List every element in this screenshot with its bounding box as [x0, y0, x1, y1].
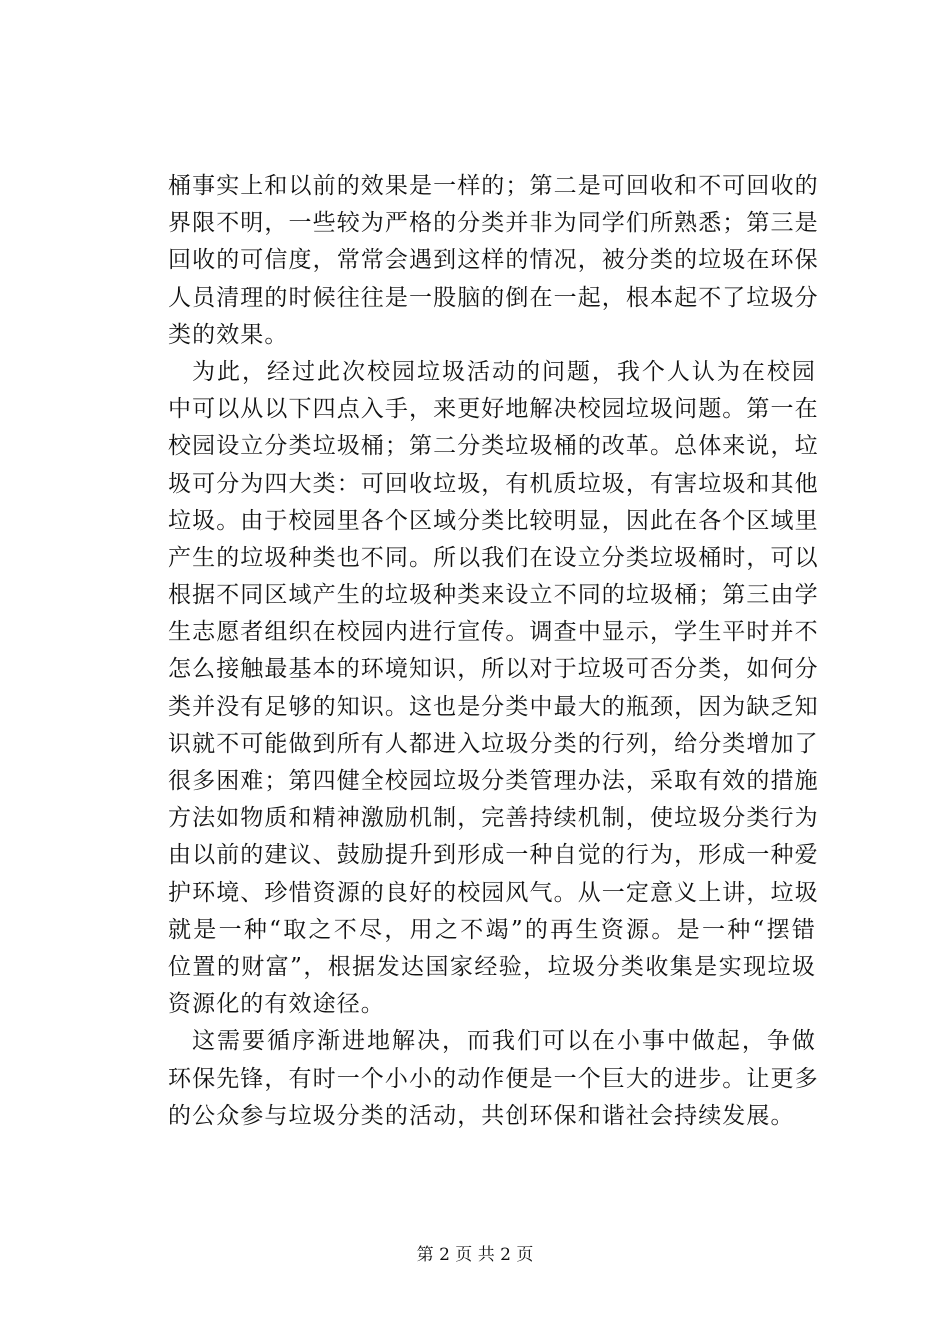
paragraph-first-line: 这需要循序渐进地解决，而我们可以在小事中做起，争做: [192, 1028, 816, 1055]
text-line: 类的效果。: [168, 321, 289, 348]
text-line: 就是一种“取之不尽，用之不竭”的再生资源。是一种“摆错: [168, 916, 816, 943]
text-line: 由以前的建议、鼓励提升到形成一种自觉的行为，形成一种爱: [168, 842, 819, 869]
text-line: 护环境、珍惜资源的良好的校园风气。从一定意义上讲，垃圾: [168, 879, 819, 906]
text-line: 圾可分为四大类：可回收垃圾，有机质垃圾，有害垃圾和其他: [168, 470, 819, 497]
text-line: 产生的垃圾种类也不同。所以我们在设立分类垃圾桶时，可以: [168, 544, 819, 571]
text-line: 的公众参与垃圾分类的活动，共创环保和谐社会持续发展。: [168, 1102, 795, 1129]
text-line: 人员清理的时候往往是一股脑的倒在一起，根本起不了垃圾分: [168, 284, 819, 311]
text-line: 环保先锋，有时一个小小的动作便是一个巨大的进步。让更多: [168, 1065, 819, 1092]
text-line: 很多困难；第四健全校园垃圾分类管理办法，采取有效的措施: [168, 768, 819, 794]
text-line: 校园设立分类垃圾桶；第二分类垃圾桶的改革。总体来说，垃: [168, 433, 819, 460]
text-line: 怎么接触最基本的环境知识，所以对于垃圾可否分类，如何分: [168, 656, 819, 683]
body-text: [168, 168, 819, 1135]
text-line: 桶事实上和以前的效果是一样的；第二是可回收和不可回收的: [168, 173, 819, 199]
text-line: 类并没有足够的知识。这也是分类中最大的瓶颈，因为缺乏知: [168, 693, 819, 720]
text-line: 界限不明，一些较为严格的分类并非为同学们所熟悉；第三是: [168, 210, 819, 237]
text-line: 回收的可信度，常常会遇到这样的情况，被分类的垃圾在环保: [168, 247, 819, 274]
paragraph-first-line: 为此，经过此次校园垃圾活动的问题，我个人认为在校园: [192, 358, 816, 385]
text-line: 方法如物质和精神激励机制，完善持续机制，使垃圾分类行为: [168, 805, 819, 832]
text-line: 识就不可能做到所有人都进入垃圾分类的行列，给分类增加了: [168, 730, 819, 757]
text-line: 根据不同区域产生的垃圾种类来设立不同的垃圾桶；第三由学: [168, 582, 819, 609]
text-line: 资源化的有效途径。: [168, 991, 385, 1018]
text-line: 生志愿者组织在校园内进行宣传。调查中显示，学生平时并不: [168, 619, 819, 646]
page-number-footer: 第 2 页 共 2 页: [416, 1245, 534, 1265]
text-line: 位置的财富”，根据发达国家经验，垃圾分类收集是实现垃圾: [168, 953, 816, 980]
text-line: 中可以从以下四点入手，来更好地解决校园垃圾问题。第一在: [168, 396, 819, 423]
text-line: 垃圾。由于校园里各个区域分类比较明显，因此在各个区域里: [168, 507, 819, 534]
